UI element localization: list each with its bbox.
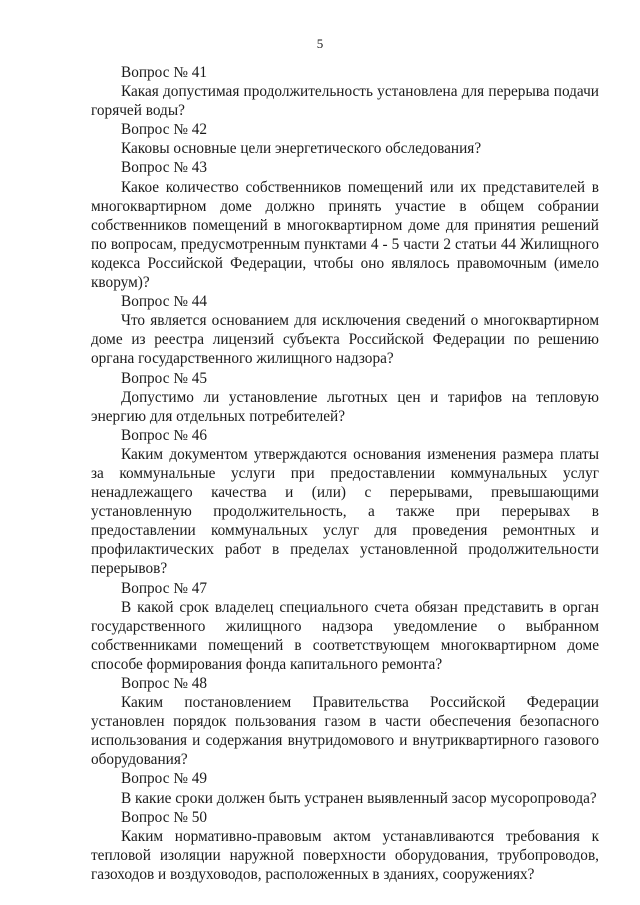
question-item-47 [91, 579, 599, 674]
question-item-42 [91, 120, 599, 158]
question-label: Вопрос № 44 [121, 293, 208, 311]
question-text: Каким нормативно-правовым актом устанавливаются требования к тепловой изоляции наружной поверхности оборудования, трубопроводов, газоходов и воздуховодов, расположенных в зданиях, сооружениях? [91, 827, 599, 883]
question-item-41 [91, 63, 599, 120]
question-text: Каким документом утверждаются основания изменения размера платы за коммунальные услуги при предоставлении коммунальных услуг ненадлежащего качества и (или) с перерывами, превышающими установленную продолжительность, а также при перерывах в предоставлении коммунальных услуг для проведения ремонтных и профилактических работ в пределах установленной продолжительности перерывов? [91, 445, 599, 578]
question-label: Вопрос № 43 [121, 159, 208, 177]
question-text: Какое количество собственников помещений или их представителей в многоквартирном доме должно принять участие в общем собрании собственников помещений в многоквартирном доме для принятия решений по вопросам, предусмотренным пунктами 4 - 5 части 2 статьи 44 Жилищного кодекса Российской Федерации, чтобы оно являлось правомочным (имело кворум)? [91, 178, 599, 292]
question-label: Вопрос № 48 [121, 675, 208, 692]
question-item-48 [91, 674, 599, 769]
page-number: 5 [316, 36, 324, 51]
question-item-44 [91, 292, 599, 368]
question-text: Что является основанием для исключения сведений о многоквартирном доме из реестра лицензий субъекта Российской Федерации по решению органа государственного жилищного надзора? [91, 312, 599, 368]
question-label: Вопрос № 41 [121, 64, 208, 81]
question-text: В какие сроки должен быть устранен выявленный засор мусоропровода? [121, 789, 597, 807]
question-label: Вопрос № 45 [121, 369, 208, 387]
question-label: Вопрос № 47 [121, 579, 208, 597]
question-text: Какая допустимая продолжительность установлена для перерыва подачи горячей воды? [91, 83, 599, 120]
question-text: Каковы основные цели энергетического обследования? [121, 140, 482, 158]
question-label: Вопрос № 46 [121, 426, 208, 444]
question-list [91, 63, 599, 884]
question-item-43 [91, 158, 599, 292]
question-label: Вопрос № 42 [121, 121, 208, 139]
question-text: Допустимо ли установление льготных цен и тарифов на тепловую энергию для отдельных потребителей? [91, 388, 599, 425]
question-item-45 [91, 369, 599, 426]
question-item-46 [91, 426, 599, 579]
question-label: Вопрос № 50 [121, 808, 208, 826]
question-item-49 [91, 769, 599, 807]
question-label: Вопрос № 49 [121, 770, 208, 788]
question-item-50 [91, 808, 599, 884]
question-text: Каким постановлением Правительства Российской Федерации установлен порядок пользования газом в части обеспечения безопасного использования и содержания внутридомового и внутриквартирного газового оборудования? [91, 694, 599, 769]
question-text: В какой срок владелец специального счета обязан представить в орган государственного жилищного надзора уведомление о выбранном собственниками помещений в соответствующем многоквартирном доме способе формирования фонда капитального ремонта? [91, 598, 599, 673]
